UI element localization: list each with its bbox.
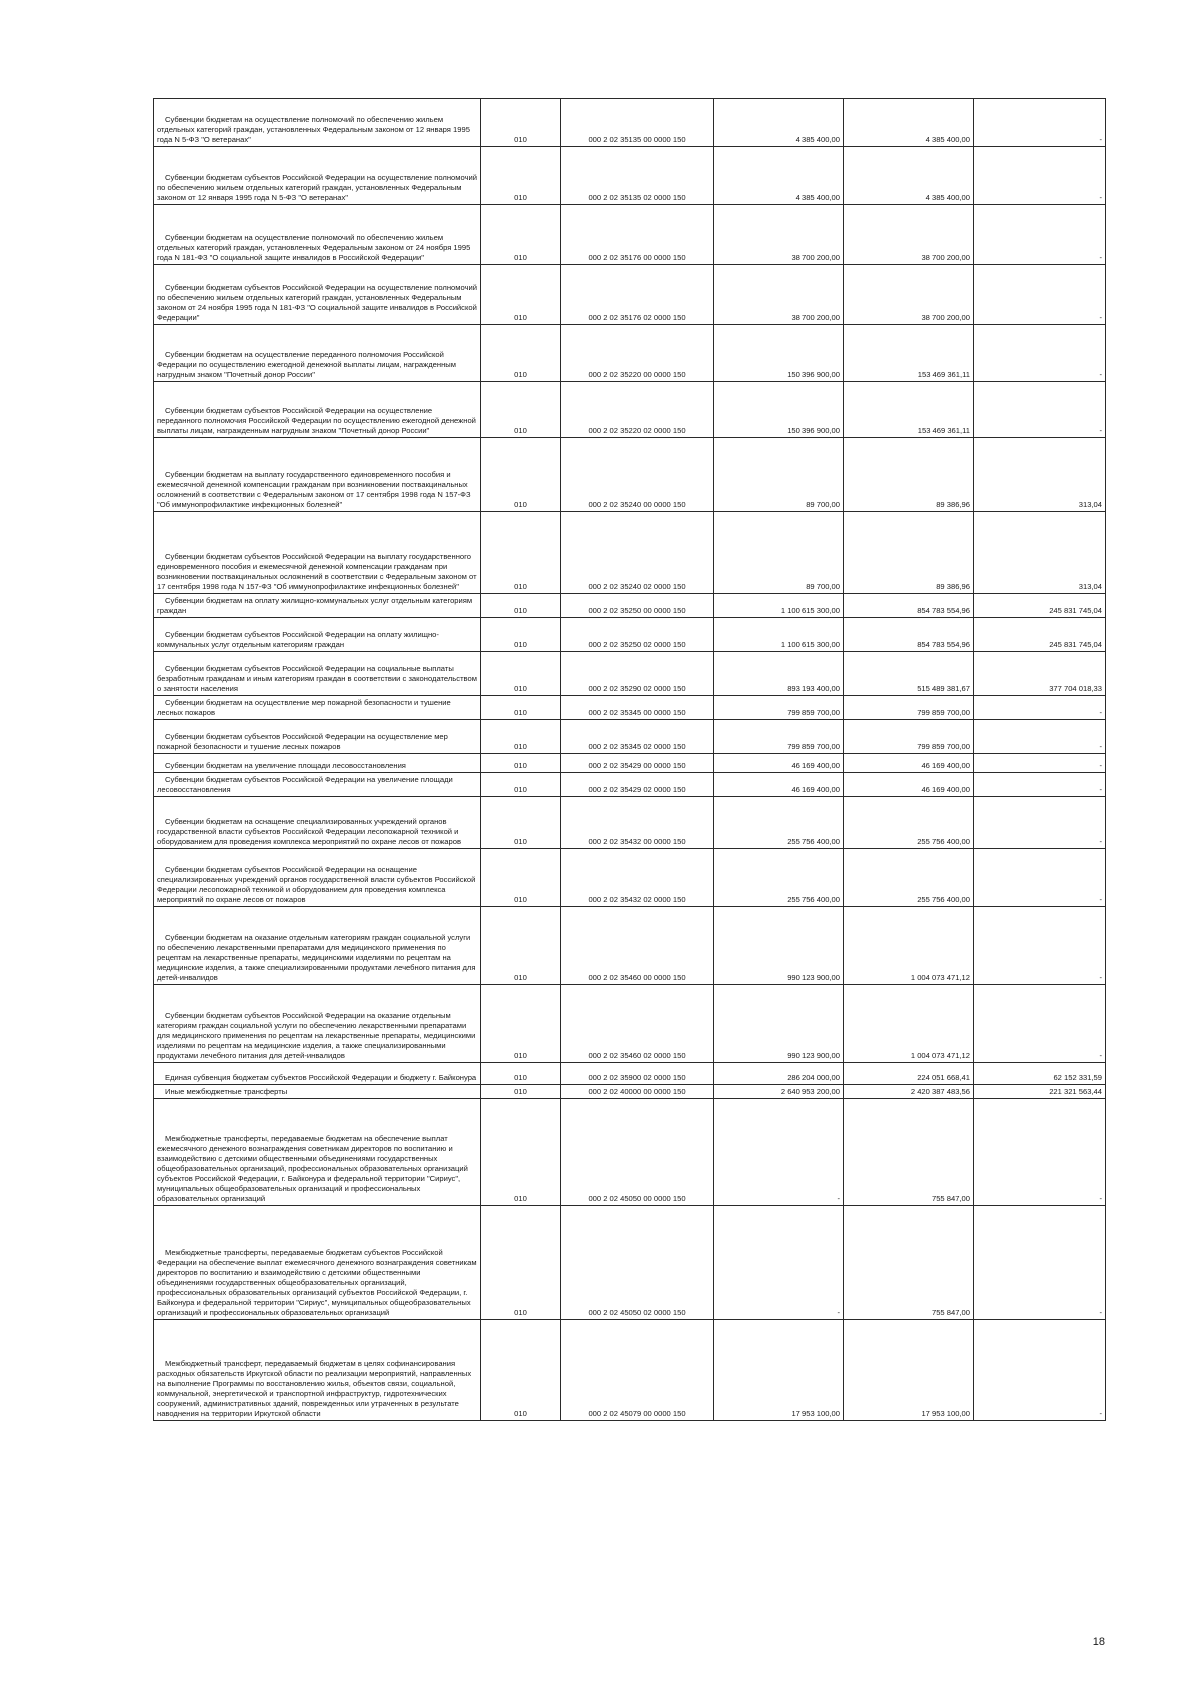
- row-budget-code: 000 2 02 40000 00 0000 150: [561, 1085, 714, 1099]
- row-admin-code: 010: [481, 438, 561, 512]
- row-remaining-amount: -: [974, 1099, 1106, 1206]
- row-budget-code: 000 2 02 35135 02 0000 150: [561, 147, 714, 205]
- table-row: [154, 797, 1106, 849]
- row-executed-amount: 255 756 400,00: [844, 797, 974, 849]
- table-row: [154, 99, 1106, 147]
- row-planned-amount: 38 700 200,00: [714, 265, 844, 325]
- table-row: [154, 1320, 1106, 1421]
- row-name: Субвенции бюджетам субъектов Российской Федерации на осуществление переданного полномочия Российской Федерации по осуществлению ежегодной денежной выплаты лицам, награжденным нагрудным знаком "Почетный донор России": [154, 382, 481, 438]
- row-budget-code: 000 2 02 45050 02 0000 150: [561, 1206, 714, 1320]
- row-name: Субвенции бюджетам субъектов Российской Федерации на оснащение специализированных учреждений органов государственной власти субъектов Российской Федерации лесопожарной техникой и оборудованием для проведения комплекса мероприятий по охране лесов от пожаров: [154, 849, 481, 907]
- row-budget-code: 000 2 02 35290 02 0000 150: [561, 652, 714, 696]
- row-budget-code: 000 2 02 35135 00 0000 150: [561, 99, 714, 147]
- table-row: [154, 849, 1106, 907]
- row-name: Субвенции бюджетам на оказание отдельным категориям граждан социальной услуги по обеспечению лекарственными препаратами для медицинского применения по рецептам на лекарственные препараты, медицинскими изделиями по рецептам на медицинские изделия, а также специализированными продуктами лечебного питания для детей-инвалидов: [154, 907, 481, 985]
- row-admin-code: 010: [481, 325, 561, 382]
- row-executed-amount: 755 847,00: [844, 1099, 974, 1206]
- row-remaining-amount: -: [974, 773, 1106, 797]
- row-planned-amount: -: [714, 1099, 844, 1206]
- row-executed-amount: 17 953 100,00: [844, 1320, 974, 1421]
- budget-revenue-table: [153, 98, 1106, 1421]
- row-planned-amount: 17 953 100,00: [714, 1320, 844, 1421]
- row-planned-amount: 799 859 700,00: [714, 720, 844, 754]
- table-row: [154, 720, 1106, 754]
- row-remaining-amount: 245 831 745,04: [974, 618, 1106, 652]
- budget-table-sheet: [153, 98, 1105, 1421]
- row-executed-amount: 2 420 387 483,56: [844, 1085, 974, 1099]
- row-name: Межбюджетный трансферт, передаваемый бюджетам в целях софинансирования расходных обязательств Иркутской области по реализации мероприятий, направленных на выполнение Программы по восстановлению жилья, объектов связи, социальной, коммунальной, энергетической и транспортной инфраструктур, гидротехнических сооружений, административных зданий, поврежденных или утраченных в результате наводнения на территории Иркутской области: [154, 1320, 481, 1421]
- row-remaining-amount: -: [974, 797, 1106, 849]
- row-admin-code: 010: [481, 382, 561, 438]
- row-remaining-amount: 377 704 018,33: [974, 652, 1106, 696]
- row-budget-code: 000 2 02 35176 00 0000 150: [561, 205, 714, 265]
- row-name: Субвенции бюджетам на увеличение площади лесовосстановления: [154, 754, 481, 773]
- row-remaining-amount: 313,04: [974, 438, 1106, 512]
- row-name: Межбюджетные трансферты, передаваемые бюджетам субъектов Российской Федерации на обеспечение выплат ежемесячного денежного вознаграждения советникам директоров по воспитанию и взаимодействию с детскими общественными объединениями государственных общеобразовательных организаций, профессиональных образовательных организаций субъектов Российской Федерации, г. Байконура и федеральной территории "Сириус", муниципальных общеобразовательных организаций и профессиональных образовательных организаций: [154, 1206, 481, 1320]
- table-row: [154, 754, 1106, 773]
- row-executed-amount: 224 051 668,41: [844, 1063, 974, 1085]
- row-executed-amount: 799 859 700,00: [844, 720, 974, 754]
- table-row: [154, 1085, 1106, 1099]
- row-name: Субвенции бюджетам на выплату государственного единовременного пособия и ежемесячной денежной компенсации гражданам при возникновении поствакцинальных осложнений в соответствии с Федеральным законом от 17 сентября 1998 года N 157-ФЗ "Об иммунопрофилактике инфекционных болезней": [154, 438, 481, 512]
- row-remaining-amount: 62 152 331,59: [974, 1063, 1106, 1085]
- row-executed-amount: 799 859 700,00: [844, 696, 974, 720]
- row-executed-amount: 89 386,96: [844, 512, 974, 594]
- row-name: Субвенции бюджетам на оснащение специализированных учреждений органов государственной власти субъектов Российской Федерации лесопожарной техникой и оборудованием для проведения комплекса мероприятий по охране лесов от пожаров: [154, 797, 481, 849]
- row-planned-amount: 2 640 953 200,00: [714, 1085, 844, 1099]
- row-name: Субвенции бюджетам субъектов Российской Федерации на осуществление мер пожарной безопасности и тушение лесных пожаров: [154, 720, 481, 754]
- row-remaining-amount: -: [974, 325, 1106, 382]
- row-executed-amount: 153 469 361,11: [844, 325, 974, 382]
- table-body: [154, 99, 1106, 1421]
- row-executed-amount: 515 489 381,67: [844, 652, 974, 696]
- row-budget-code: 000 2 02 35460 02 0000 150: [561, 985, 714, 1063]
- row-name: Иные межбюджетные трансферты: [154, 1085, 481, 1099]
- row-admin-code: 010: [481, 754, 561, 773]
- row-executed-amount: 854 783 554,96: [844, 594, 974, 618]
- row-remaining-amount: -: [974, 985, 1106, 1063]
- row-admin-code: 010: [481, 696, 561, 720]
- table-row: [154, 652, 1106, 696]
- table-row: [154, 985, 1106, 1063]
- row-admin-code: 010: [481, 720, 561, 754]
- row-name: Субвенции бюджетам на осуществление полномочий по обеспечению жильем отдельных категорий граждан, установленных Федеральным законом от 24 ноября 1995 года N 181-ФЗ "О социальной защите инвалидов в Российской Федерации": [154, 205, 481, 265]
- row-planned-amount: 4 385 400,00: [714, 99, 844, 147]
- row-name: Субвенции бюджетам на осуществление полномочий по обеспечению жильем отдельных категорий граждан, установленных Федеральным законом от 12 января 1995 года N 5-ФЗ "О ветеранах": [154, 99, 481, 147]
- row-name: Субвенции бюджетам на оплату жилищно-коммунальных услуг отдельным категориям граждан: [154, 594, 481, 618]
- row-executed-amount: 46 169 400,00: [844, 773, 974, 797]
- row-planned-amount: 990 123 900,00: [714, 907, 844, 985]
- row-remaining-amount: -: [974, 696, 1106, 720]
- table-row: [154, 1063, 1106, 1085]
- row-admin-code: 010: [481, 594, 561, 618]
- row-admin-code: 010: [481, 618, 561, 652]
- row-remaining-amount: -: [974, 754, 1106, 773]
- row-name: Субвенции бюджетам субъектов Российской Федерации на увеличение площади лесовосстановления: [154, 773, 481, 797]
- row-planned-amount: 1 100 615 300,00: [714, 618, 844, 652]
- row-planned-amount: 150 396 900,00: [714, 382, 844, 438]
- row-name: Субвенции бюджетам субъектов Российской Федерации на социальные выплаты безработным гражданам и иным категориям граждан в соответствии с законодательством о занятости населения: [154, 652, 481, 696]
- row-admin-code: 010: [481, 265, 561, 325]
- row-executed-amount: 4 385 400,00: [844, 99, 974, 147]
- row-remaining-amount: -: [974, 265, 1106, 325]
- row-name: Единая субвенция бюджетам субъектов Российской Федерации и бюджету г. Байконура: [154, 1063, 481, 1085]
- row-planned-amount: 1 100 615 300,00: [714, 594, 844, 618]
- row-planned-amount: 990 123 900,00: [714, 985, 844, 1063]
- row-name: Субвенции бюджетам субъектов Российской Федерации на оплату жилищно-коммунальных услуг отдельным категориям граждан: [154, 618, 481, 652]
- table-row: [154, 265, 1106, 325]
- row-executed-amount: 89 386,96: [844, 438, 974, 512]
- table-row: [154, 325, 1106, 382]
- row-remaining-amount: -: [974, 907, 1106, 985]
- row-budget-code: 000 2 02 35429 00 0000 150: [561, 754, 714, 773]
- row-name: Субвенции бюджетам субъектов Российской Федерации на выплату государственного единовременного пособия и ежемесячной денежной компенсации гражданам при возникновении поствакцинальных осложнений в соответствии с Федеральным законом от 17 сентября 1998 года N 157-ФЗ "Об иммунопрофилактике инфекционных болезней": [154, 512, 481, 594]
- row-remaining-amount: -: [974, 849, 1106, 907]
- row-remaining-amount: -: [974, 205, 1106, 265]
- row-admin-code: 010: [481, 907, 561, 985]
- table-row: [154, 1206, 1106, 1320]
- row-name: Субвенции бюджетам на осуществление переданного полномочия Российской Федерации по осуществлению ежегодной денежной выплаты лицам, награжденным нагрудным знаком "Почетный донор России": [154, 325, 481, 382]
- table-row: [154, 382, 1106, 438]
- row-budget-code: 000 2 02 35900 02 0000 150: [561, 1063, 714, 1085]
- row-executed-amount: 854 783 554,96: [844, 618, 974, 652]
- row-remaining-amount: -: [974, 147, 1106, 205]
- row-planned-amount: 286 204 000,00: [714, 1063, 844, 1085]
- row-budget-code: 000 2 02 35250 00 0000 150: [561, 594, 714, 618]
- row-executed-amount: 1 004 073 471,12: [844, 907, 974, 985]
- table-row: [154, 618, 1106, 652]
- table-row: [154, 512, 1106, 594]
- row-admin-code: 010: [481, 1320, 561, 1421]
- table-row: [154, 438, 1106, 512]
- row-planned-amount: -: [714, 1206, 844, 1320]
- row-name: Субвенции бюджетам субъектов Российской Федерации на оказание отдельным категориям граждан социальной услуги по обеспечению лекарственными препаратами для медицинского применения по рецептам на лекарственные препараты, медицинскими изделиями по рецептам на медицинские изделия, а также специализированными продуктами лечебного питания для детей-инвалидов: [154, 985, 481, 1063]
- row-planned-amount: 150 396 900,00: [714, 325, 844, 382]
- row-executed-amount: 755 847,00: [844, 1206, 974, 1320]
- row-budget-code: 000 2 02 35220 00 0000 150: [561, 325, 714, 382]
- row-remaining-amount: -: [974, 1206, 1106, 1320]
- row-executed-amount: 1 004 073 471,12: [844, 985, 974, 1063]
- row-name: Субвенции бюджетам субъектов Российской Федерации на осуществление полномочий по обеспечению жильем отдельных категорий граждан, установленных Федеральным законом от 12 января 1995 года N 5-ФЗ "О ветеранах": [154, 147, 481, 205]
- row-budget-code: 000 2 02 35432 02 0000 150: [561, 849, 714, 907]
- row-admin-code: 010: [481, 205, 561, 265]
- row-remaining-amount: 245 831 745,04: [974, 594, 1106, 618]
- row-admin-code: 010: [481, 1085, 561, 1099]
- row-remaining-amount: 313,04: [974, 512, 1106, 594]
- row-budget-code: 000 2 02 35429 02 0000 150: [561, 773, 714, 797]
- row-budget-code: 000 2 02 35240 02 0000 150: [561, 512, 714, 594]
- row-budget-code: 000 2 02 35460 00 0000 150: [561, 907, 714, 985]
- row-budget-code: 000 2 02 35345 00 0000 150: [561, 696, 714, 720]
- row-executed-amount: 38 700 200,00: [844, 265, 974, 325]
- row-executed-amount: 38 700 200,00: [844, 205, 974, 265]
- row-planned-amount: 255 756 400,00: [714, 797, 844, 849]
- row-executed-amount: 4 385 400,00: [844, 147, 974, 205]
- row-admin-code: 010: [481, 849, 561, 907]
- row-executed-amount: 255 756 400,00: [844, 849, 974, 907]
- page-number: 18: [1092, 1636, 1105, 1648]
- table-row: [154, 147, 1106, 205]
- row-remaining-amount: -: [974, 382, 1106, 438]
- table-row: [154, 205, 1106, 265]
- row-budget-code: 000 2 02 45050 00 0000 150: [561, 1099, 714, 1206]
- row-planned-amount: 89 700,00: [714, 438, 844, 512]
- table-row: [154, 696, 1106, 720]
- row-planned-amount: 46 169 400,00: [714, 773, 844, 797]
- row-remaining-amount: 221 321 563,44: [974, 1085, 1106, 1099]
- table-row: [154, 1099, 1106, 1206]
- row-executed-amount: 153 469 361,11: [844, 382, 974, 438]
- table-row: [154, 907, 1106, 985]
- row-admin-code: 010: [481, 652, 561, 696]
- row-admin-code: 010: [481, 147, 561, 205]
- row-budget-code: 000 2 02 35240 00 0000 150: [561, 438, 714, 512]
- row-planned-amount: 38 700 200,00: [714, 205, 844, 265]
- row-planned-amount: 89 700,00: [714, 512, 844, 594]
- row-budget-code: 000 2 02 35345 02 0000 150: [561, 720, 714, 754]
- row-name: Субвенции бюджетам субъектов Российской Федерации на осуществление полномочий по обеспечению жильем отдельных категорий граждан, установленных Федеральным законом от 24 ноября 1995 года N 181-ФЗ "О социальной защите инвалидов в Российской Федерации": [154, 265, 481, 325]
- row-name: Межбюджетные трансферты, передаваемые бюджетам на обеспечение выплат ежемесячного денежного вознаграждения советникам директоров по воспитанию и взаимодействию с детскими общественными объединениями государственных общеобразовательных организаций, профессиональных образовательных организаций субъектов Российской Федерации, г. Байконура и федеральной территории "Сириус", муниципальных общеобразовательных организаций и профессиональных образовательных организаций: [154, 1099, 481, 1206]
- row-admin-code: 010: [481, 1099, 561, 1206]
- row-planned-amount: 255 756 400,00: [714, 849, 844, 907]
- row-name: Субвенции бюджетам на осуществление мер пожарной безопасности и тушение лесных пожаров: [154, 696, 481, 720]
- row-admin-code: 010: [481, 1063, 561, 1085]
- table-row: [154, 594, 1106, 618]
- row-planned-amount: 799 859 700,00: [714, 696, 844, 720]
- row-admin-code: 010: [481, 985, 561, 1063]
- row-admin-code: 010: [481, 1206, 561, 1320]
- row-budget-code: 000 2 02 35250 02 0000 150: [561, 618, 714, 652]
- row-budget-code: 000 2 02 35220 02 0000 150: [561, 382, 714, 438]
- row-admin-code: 010: [481, 99, 561, 147]
- table-row: [154, 773, 1106, 797]
- row-admin-code: 010: [481, 797, 561, 849]
- row-admin-code: 010: [481, 512, 561, 594]
- row-remaining-amount: -: [974, 99, 1106, 147]
- row-planned-amount: 893 193 400,00: [714, 652, 844, 696]
- row-remaining-amount: -: [974, 720, 1106, 754]
- row-remaining-amount: -: [974, 1320, 1106, 1421]
- row-planned-amount: 4 385 400,00: [714, 147, 844, 205]
- row-budget-code: 000 2 02 35432 00 0000 150: [561, 797, 714, 849]
- row-budget-code: 000 2 02 35176 02 0000 150: [561, 265, 714, 325]
- row-executed-amount: 46 169 400,00: [844, 754, 974, 773]
- row-planned-amount: 46 169 400,00: [714, 754, 844, 773]
- row-budget-code: 000 2 02 45079 00 0000 150: [561, 1320, 714, 1421]
- row-admin-code: 010: [481, 773, 561, 797]
